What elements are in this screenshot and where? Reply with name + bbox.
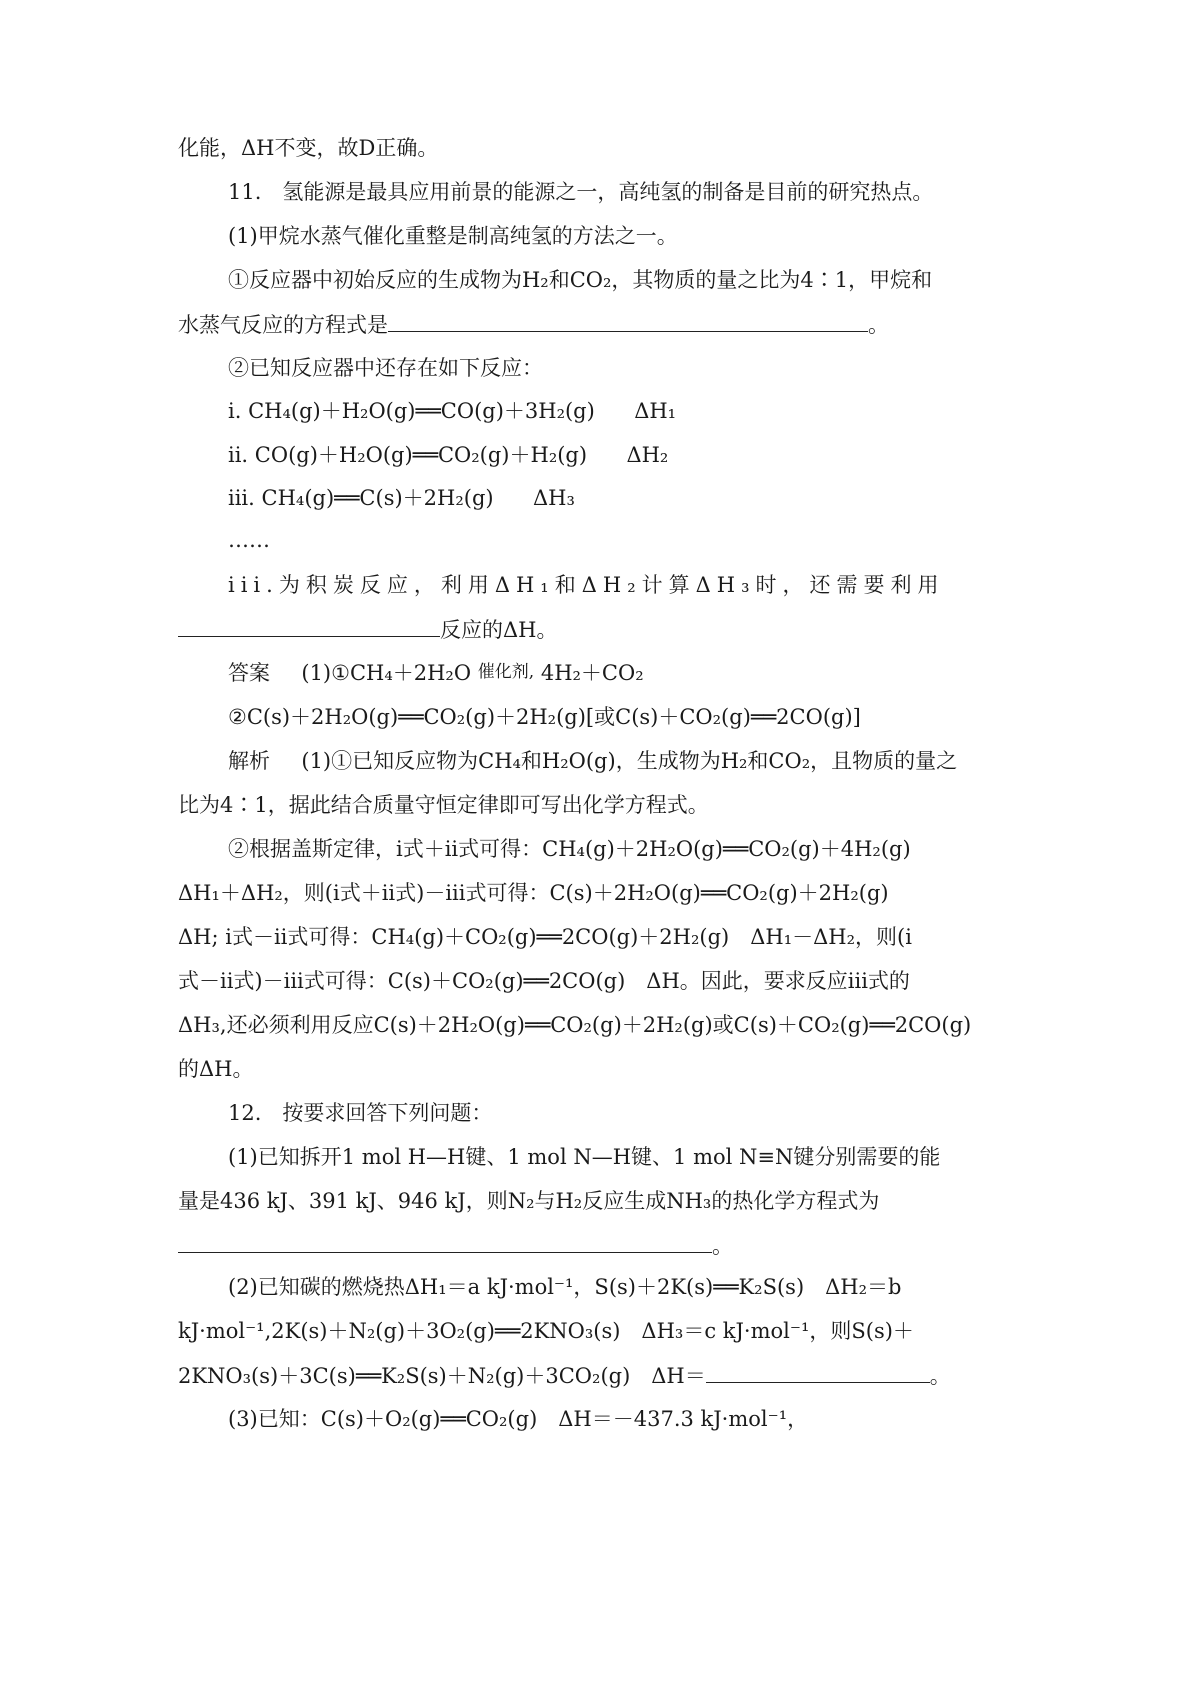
question-11-item-3-continued — [178, 614, 557, 645]
ellipsis: …… — [228, 528, 270, 552]
prompt-text: 水蒸气反应的方程式是 — [178, 313, 388, 337]
reaction-label: i. — [228, 399, 242, 423]
analysis-text: (1)①已知反应物为CH₄和H₂O(g)，生成物为H₂和CO₂，且物质的量之 — [301, 749, 958, 773]
answer-blank[interactable] — [178, 1230, 712, 1253]
answer-text: 4H₂＋CO₂ — [540, 661, 644, 685]
question-11-item-1-continued — [178, 309, 889, 340]
answer-blank[interactable] — [388, 309, 868, 332]
question-11-item-2: ②已知反应器中还存在如下反应： — [228, 356, 543, 380]
text-line: 化能，ΔH不变，故D正确。 — [178, 136, 439, 160]
analysis-line-8: 的ΔH。 — [178, 1057, 254, 1081]
period: 。 — [712, 1234, 733, 1258]
analysis-line-1 — [228, 746, 957, 776]
reaction-label: iii. — [228, 486, 255, 510]
prompt-text: 反应的ΔH。 — [440, 618, 558, 642]
period: 。 — [868, 313, 889, 337]
question-11-item-1: ①反应器中初始反应的生成物为H₂和CO₂，其物质的量之比为4∶1，甲烷和 — [228, 268, 933, 292]
answer-line-2: ②C(s)＋2H₂O(g)══CO₂(g)＋2H₂(g)[或C(s)＋CO₂(g)══2CO(g)] — [228, 705, 861, 729]
prompt-text: 2KNO₃(s)＋3C(s)══K₂S(s)＋N₂(g)＋3CO₂(g) ΔH＝ — [178, 1364, 706, 1388]
question-12-part-2: (2)已知碳的燃烧热ΔH₁＝a kJ·mol⁻¹，S(s)＋2K(s)══K₂S(s) ΔH₂＝b — [228, 1275, 902, 1299]
reaction-label: ii. — [228, 443, 249, 467]
reaction-iii — [228, 483, 575, 513]
reaction-equation: CH₄(g)══C(s)＋2H₂(g) — [261, 486, 494, 510]
period: 。 — [929, 1364, 951, 1388]
reaction-i — [228, 396, 676, 426]
analysis-line-6: 式－ii式)－iii式可得：C(s)＋CO₂(g)══2CO(g) ΔH。因此，要求反应iii式的 — [178, 969, 910, 993]
question-12-part-1-answer — [178, 1230, 733, 1261]
answer-blank[interactable] — [706, 1360, 930, 1383]
analysis-label: 解析 — [228, 749, 270, 773]
reaction-equation: CO(g)＋H₂O(g)══CO₂(g)＋H₂(g) — [254, 443, 588, 467]
question-11-title: 11. 氢能源是最具应用前景的能源之一，高纯氢的制备是目前的研究热点。 — [228, 180, 934, 204]
analysis-line-7: ΔH₃,还必须利用反应C(s)＋2H₂O(g)══CO₂(g)＋2H₂(g)或C(s)＋CO₂(g)══2CO(g) — [178, 1013, 972, 1037]
reaction-enthalpy: ΔH₂ — [626, 443, 669, 467]
question-11-item-3: iii.为积炭反应，利用ΔH₁和ΔH₂计算ΔH₃时，还需要利用 — [228, 573, 945, 597]
analysis-line-3: ②根据盖斯定律，i式＋ii式可得：CH₄(g)＋2H₂O(g)══CO₂(g)＋4H₂(g) — [228, 837, 911, 861]
question-12-part-1-continued: 量是436 kJ、391 kJ、946 kJ，则N₂与H₂反应生成NH₃的热化学方程式为 — [178, 1189, 880, 1213]
question-12-title: 12. 按要求回答下列问题： — [228, 1101, 493, 1125]
question-11-part-1: (1)甲烷水蒸气催化重整是制高纯氢的方法之一。 — [228, 224, 678, 248]
answer-line-1 — [228, 658, 644, 690]
answer-text: (1)①CH₄＋2H₂O — [301, 661, 472, 685]
question-12-part-2-continued: kJ·mol⁻¹,2K(s)＋N₂(g)＋3O₂(g)══2KNO₃(s) ΔH₃＝c kJ·mol⁻¹，则S(s)＋ — [178, 1319, 914, 1343]
question-12-part-1: (1)已知拆开1 mol H—H键、1 mol N—H键、1 mol N≡N键分别需要的能 — [228, 1145, 941, 1169]
reaction-enthalpy: ΔH₁ — [634, 399, 677, 423]
analysis-line-4: ΔH₁＋ΔH₂，则(i式＋ii式)－iii式可得：C(s)＋2H₂O(g)══CO₂(g)＋2H₂(g) — [178, 881, 889, 905]
question-12-part-3: (3)已知：C(s)＋O₂(g)══CO₂(g) ΔH＝－437.3 kJ·mol⁻¹， — [228, 1407, 809, 1431]
analysis-line-5: ΔH; i式－ii式可得：CH₄(g)＋CO₂(g)══2CO(g)＋2H₂(g) ΔH₁－ΔH₂，则(i — [178, 925, 912, 949]
catalyst-label: 催化剂, — [477, 662, 535, 682]
reaction-enthalpy: ΔH₃ — [532, 486, 575, 510]
answer-label: 答案 — [228, 661, 270, 685]
reaction-ii — [228, 440, 668, 470]
analysis-line-2: 比为4∶1，据此结合质量守恒定律即可写出化学方程式。 — [178, 793, 709, 817]
reaction-equation: CH₄(g)＋H₂O(g)══CO(g)＋3H₂(g) — [248, 399, 595, 423]
question-12-part-2-equation — [178, 1360, 951, 1391]
answer-blank[interactable] — [178, 614, 440, 637]
